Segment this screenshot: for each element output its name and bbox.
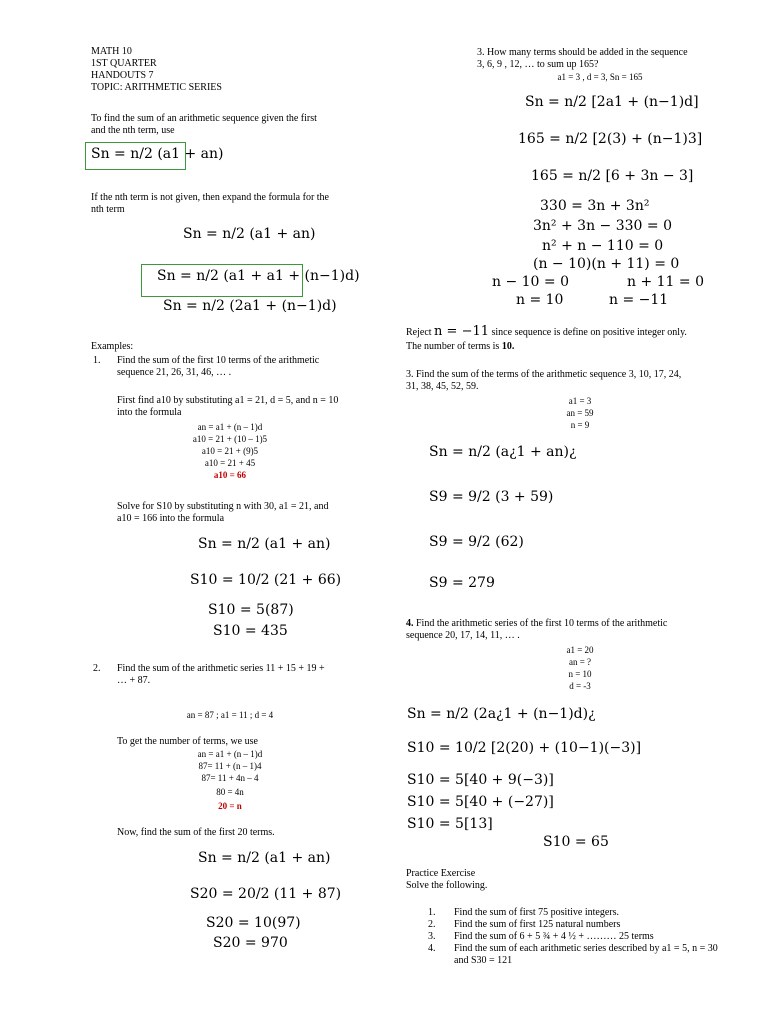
example-question-line-1: Find the sum of the arithmetic series 11 + 15 + 19 +: [117, 663, 325, 674]
practice-item-number: 2.: [428, 919, 436, 930]
math-step: n = −11: [609, 292, 669, 308]
work-line: an = a1 + (n – 1)d: [197, 422, 263, 432]
step-text: into the formula: [117, 407, 182, 418]
math-step: S9 = 9/2 (3 + 59): [429, 489, 554, 505]
math-step: S10 = 435: [213, 623, 288, 639]
given-value: a1 = 20: [566, 645, 594, 655]
work-line: an = a1 + (n – 1)d: [197, 749, 263, 759]
practice-subtitle: Solve the following.: [406, 880, 488, 891]
math-step: Sn = n/2 (a1 + an): [198, 850, 331, 866]
example-question-line-2: 31, 38, 45, 52, 59.: [406, 381, 479, 392]
example-question-line-2: … + 87.: [117, 675, 151, 686]
step-text: a10 = 166 into the formula: [117, 513, 225, 524]
example-number: 1.: [93, 355, 101, 366]
given-value: n = 9: [570, 420, 590, 430]
math-step: n + 11 = 0: [627, 274, 704, 290]
work-line: a10 = 21 + (9)5: [201, 446, 259, 456]
math-step: (n − 10)(n + 11) = 0: [533, 256, 680, 272]
practice-item: [428, 943, 728, 967]
practice-item: [428, 907, 728, 919]
work-line: a10 = 21 + 45: [204, 458, 256, 468]
step-text: Solve for S10 by substituting n with 30, a1 = 21, and: [117, 501, 329, 512]
math-step: S10 = 10/2 (21 + 66): [190, 572, 342, 588]
sum-formula-2: Sn = n/2 (a1 + an): [183, 226, 316, 242]
question-text: Find the arithmetic series of the first 10 terms of the arithmetic: [413, 618, 668, 629]
intro-text-2: and the nth term, use: [91, 125, 175, 136]
math-step: S10 = 5[13]: [407, 816, 493, 832]
practice-item-text: Find the sum of 6 + 5 ¾ + 4 ½ + ……… 25 terms: [454, 931, 654, 942]
given-values: an = 87 ; a1 = 11 ; d = 4: [186, 710, 274, 720]
highlighted-result: 20 = n: [218, 801, 242, 811]
given-value: a1 = 3: [568, 396, 592, 406]
answer-text: The number of terms is: [406, 341, 502, 352]
quarter: 1ST QUARTER: [91, 58, 157, 69]
examples-label: Examples:: [91, 341, 134, 352]
answer-value: 10.: [501, 341, 515, 352]
math-step: S10 = 5[40 + 9(−3)]: [407, 772, 554, 788]
math-step: Sn = n/2 (2a¿1 + (n−1)d)¿: [407, 706, 596, 722]
math-step: S9 = 9/2 (62): [429, 534, 524, 550]
math-step: Sn = n/2 [2a1 + (n−1)d]: [525, 94, 699, 110]
topic: TOPIC: ARITHMETIC SERIES: [91, 82, 222, 93]
work-line: 87= 11 + 4n – 4: [201, 773, 259, 783]
step-text: First find a10 by substituting a1 = 21, d = 5, and n = 10: [117, 395, 339, 406]
practice-item-number: 1.: [428, 907, 436, 918]
highlighted-result: a10 = 66: [213, 470, 247, 480]
math-step: 3n² + 3n − 330 = 0: [533, 218, 672, 234]
example-question-line-1: Find the sum of the first 10 terms of the arithmetic: [117, 355, 320, 366]
practice-item-text: Find the sum of first 125 natural numbers: [454, 919, 621, 930]
rejected-value: n = −11: [434, 324, 490, 339]
given-value: d = -3: [569, 681, 591, 691]
reject-text: since sequence is define on positive integer only.: [489, 327, 687, 338]
example-question-line-1: [406, 618, 667, 630]
math-step: n = 10: [516, 292, 564, 308]
handout-number: HANDOUTS 7: [91, 70, 154, 81]
given-value: an = ?: [568, 657, 592, 667]
example-number: 2.: [93, 663, 101, 674]
work-line: 87= 11 + (n – 1)4: [198, 761, 262, 771]
course-title: MATH 10: [91, 46, 132, 57]
math-step: n − 10 = 0: [492, 274, 569, 290]
answer-note: [406, 341, 514, 353]
math-step: 330 = 3n + 3n²: [540, 198, 650, 214]
practice-item-text: Find the sum of first 75 positive integers.: [454, 907, 619, 918]
practice-item: [428, 931, 728, 943]
given-value: n = 10: [568, 669, 592, 679]
math-step: S9 = 279: [429, 575, 495, 591]
math-step: S20 = 10(97): [206, 915, 301, 931]
math-step: S20 = 970: [213, 935, 288, 951]
practice-title: Practice Exercise: [406, 868, 476, 879]
example-question-line-2: 3, 6, 9 , 12, … to sum up 165?: [477, 59, 599, 70]
math-step: Sn = n/2 (a1 + an): [198, 536, 331, 552]
math-step: n² + n − 110 = 0: [542, 238, 664, 254]
intro-text-3: If the nth term is not given, then expand the formula for the: [91, 192, 329, 203]
math-step: S20 = 20/2 (11 + 87): [190, 886, 342, 902]
math-step: S10 = 5(87): [208, 602, 294, 618]
practice-item-number: 4.: [428, 943, 436, 954]
step-text: To get the number of terms, we use: [117, 736, 258, 747]
math-step: Sn = n/2 (a¿1 + an)¿: [429, 444, 577, 460]
math-step: 165 = n/2 [6 + 3n − 3]: [531, 168, 694, 184]
reject-note: [406, 326, 687, 339]
sum-formula-4: Sn = n/2 (2a1 + (n−1)d): [163, 298, 337, 314]
example-question-line-2: sequence 20, 17, 14, 11, … .: [406, 630, 520, 641]
intro-text-4: nth term: [91, 204, 125, 215]
given-value: an = 59: [566, 408, 594, 418]
step-text: Now, find the sum of the first 20 terms.: [117, 827, 275, 838]
practice-item-text: Find the sum of each arithmetic series described by a1 = 5, n = 30 and S30 = 121: [454, 943, 718, 966]
math-step: S10 = 10/2 [2(20) + (10−1)(−3)]: [407, 740, 642, 756]
example-question-line-1: 3. Find the sum of the terms of the arithmetic sequence 3, 10, 17, 24,: [406, 369, 682, 380]
work-line: 80 = 4n: [216, 787, 244, 797]
sum-formula-3: Sn = n/2 (a1 + a1 + (n−1)d): [157, 268, 360, 284]
example-question-line-2: sequence 21, 26, 31, 46, … .: [117, 367, 232, 378]
intro-text-1: To find the sum of an arithmetic sequence given the first: [91, 113, 317, 124]
sum-formula-1: Sn = n/2 (a1 + an): [91, 146, 224, 162]
practice-item: [428, 919, 728, 931]
math-step: 165 = n/2 [2(3) + (n−1)3]: [518, 131, 703, 147]
reject-text: Reject: [406, 327, 435, 338]
given-values: a1 = 3 , d = 3, Sn = 165: [557, 72, 643, 82]
math-step: S10 = 65: [543, 834, 609, 850]
example-question-line-1: 3. How many terms should be added in the sequence: [477, 47, 688, 58]
math-step: S10 = 5[40 + (−27)]: [407, 794, 554, 810]
example-number: 4.: [406, 618, 414, 629]
work-line: a10 = 21 + (10 – 1)5: [192, 434, 268, 444]
practice-item-number: 3.: [428, 931, 436, 942]
